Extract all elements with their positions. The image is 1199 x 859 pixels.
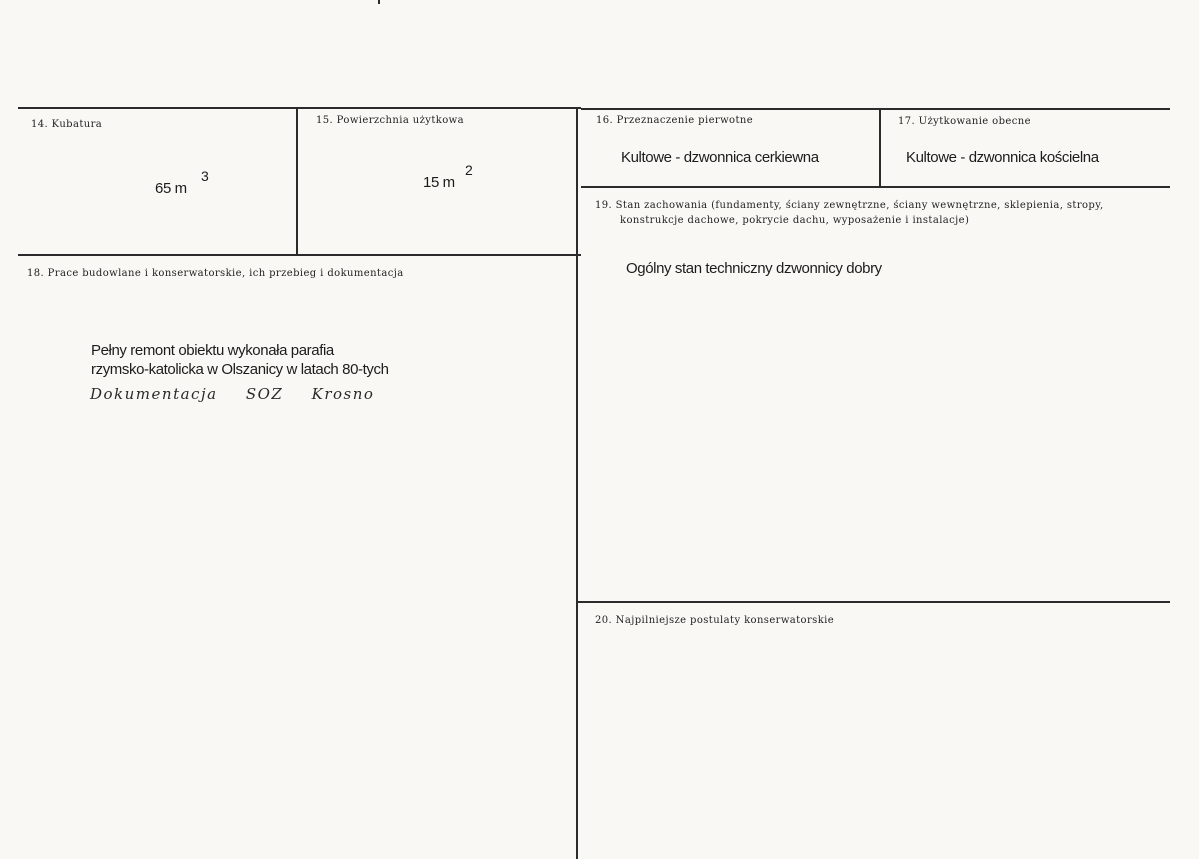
handwritten-word-3: Krosno <box>311 385 375 403</box>
handwritten-word-1: Dokumentacja <box>90 385 218 403</box>
rule-left-mid <box>18 254 581 256</box>
rule-right-mid <box>581 186 1170 188</box>
field-18-label: 18. Prace budowlane i konserwatorskie, ich przebieg i dokumentacja <box>27 268 404 279</box>
field-18-line-1: Pełny remont obiektu wykonała parafia <box>91 342 334 359</box>
field-16-value: Kultowe - dzwonnica cerkiewna <box>621 149 819 166</box>
rule-vertical-14-15 <box>296 108 298 255</box>
field-20-label: 20. Najpilniejsze postulaty konserwatorskie <box>595 615 835 626</box>
field-14-value: 65 m <box>155 180 187 197</box>
rule-vertical-center <box>576 108 578 859</box>
field-14-superscript: 3 <box>201 168 209 184</box>
field-19-label-line-1: 19. Stan zachowania (fundamenty, ściany zewnętrzne, ściany wewnętrzne, sklepienia, stropy, <box>595 200 1104 211</box>
field-14-label: 14. Kubatura <box>31 119 103 130</box>
handwritten-word-2: SOZ <box>245 385 284 403</box>
field-18-handwritten-note <box>90 385 396 403</box>
field-15-superscript: 2 <box>465 162 473 178</box>
top-tick <box>378 0 380 4</box>
rule-vertical-16-17 <box>879 108 881 187</box>
field-19-value: Ogólny stan techniczny dzwonnicy dobry <box>626 260 882 277</box>
field-18-line-2: rzymsko-katolicka w Olszanicy w latach 80-tych <box>91 361 389 378</box>
field-15-value: 15 m <box>423 174 455 191</box>
rule-top-left <box>18 107 581 109</box>
field-15-label: 15. Powierzchnia użytkowa <box>316 115 464 126</box>
rule-top-right <box>581 108 1170 110</box>
field-19-label-line-2: konstrukcje dachowe, pokrycie dachu, wyposażenie i instalacje) <box>620 215 970 226</box>
rule-right-lower <box>578 601 1170 603</box>
field-16-label: 16. Przeznaczenie pierwotne <box>596 115 754 126</box>
field-17-label: 17. Użytkowanie obecne <box>898 116 1031 127</box>
field-17-value: Kultowe - dzwonnica kościelna <box>906 149 1099 166</box>
